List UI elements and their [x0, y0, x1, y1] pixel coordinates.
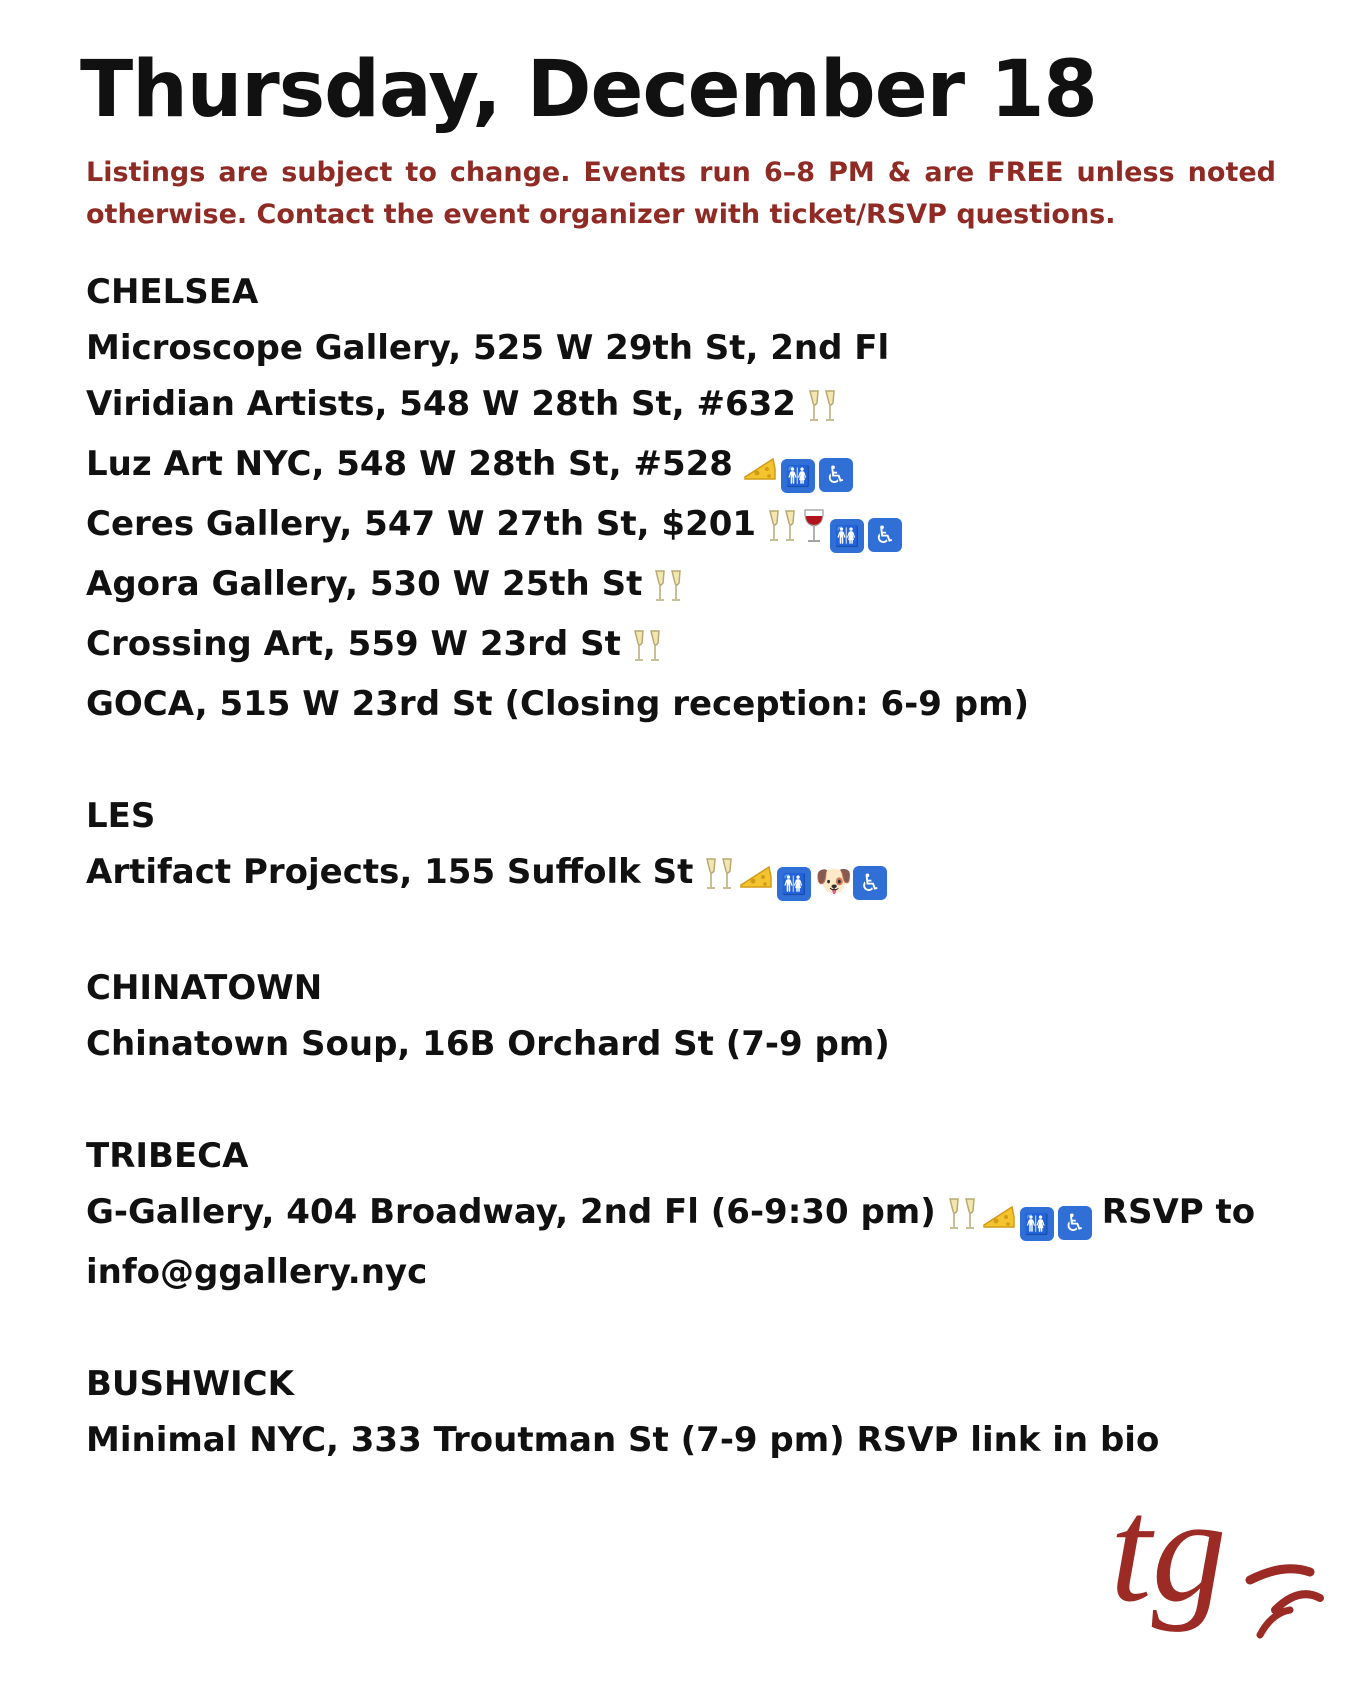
listing-text: Minimal NYC, 333 Troutman St (7-9 pm) RSVP link in bio	[86, 1420, 1160, 1460]
listing-entry	[86, 436, 1286, 496]
amenity-icons	[652, 556, 688, 616]
wine-glass-icon	[802, 500, 828, 556]
rsvp-text: RSVP to info@ggallery.nyc	[86, 1192, 1256, 1292]
champagne-glasses-icon	[631, 620, 665, 676]
section-heading: CHINATOWN	[86, 968, 323, 1008]
listing-text: Artifact Projects, 155 Suffolk St	[86, 852, 694, 892]
listing-entry	[86, 676, 1286, 732]
listing-entry	[86, 1184, 1276, 1300]
amenity-icons	[946, 1184, 1096, 1244]
wheelchair-icon: ♿	[1058, 1188, 1094, 1244]
section-heading: LES	[86, 796, 156, 836]
notice-text: Listings are subject to change. Events run 6–8 PM & are FREE unless noted otherwise. Contact the event organizer with ticket/RSVP questions.	[86, 157, 1276, 230]
listing-entry	[86, 1016, 1286, 1072]
logo-lettering: tg	[1110, 1467, 1227, 1633]
champagne-glasses-icon	[806, 380, 840, 436]
restroom-icon: 🚻	[777, 848, 813, 904]
tg-logo-icon	[1100, 1460, 1340, 1670]
listing-text: Chinatown Soup, 16B Orchard St (7-9 pm)	[86, 1024, 890, 1064]
listing-entry	[86, 496, 1286, 556]
section-heading: BUSHWICK	[86, 1364, 294, 1404]
listing-entry	[86, 616, 1286, 676]
cheese-icon	[982, 1188, 1018, 1244]
restroom-icon: 🚻	[1020, 1188, 1056, 1244]
listings	[86, 264, 1286, 1524]
section-bushwick	[86, 1356, 1286, 1468]
amenity-icons	[743, 436, 857, 496]
section-chinatown	[86, 960, 1286, 1072]
champagne-glasses-icon	[703, 848, 737, 904]
amenity-icons	[703, 844, 891, 904]
dog-icon: 🐶	[815, 864, 853, 899]
listing-text: Agora Gallery, 530 W 25th St	[86, 564, 643, 604]
restroom-icon: 🚻	[830, 500, 866, 556]
listing-text: G-Gallery, 404 Broadway, 2nd Fl (6-9:30 pm)	[86, 1192, 936, 1232]
wheelchair-icon: ♿	[819, 440, 855, 496]
restroom-icon: 🚻	[781, 440, 817, 496]
champagne-glasses-icon	[766, 500, 800, 556]
amenity-icons	[806, 376, 842, 436]
section-chelsea	[86, 264, 1286, 732]
cheese-icon	[739, 848, 775, 904]
champagne-glasses-icon	[652, 560, 686, 616]
section-heading: TRIBECA	[86, 1136, 249, 1176]
listing-entry	[86, 320, 1286, 376]
listing-text: Microscope Gallery, 525 W 29th St, 2nd Fl	[86, 328, 890, 368]
champagne-glasses-icon	[946, 1188, 980, 1244]
listing-text: Viridian Artists, 548 W 28th St, #632	[86, 384, 796, 424]
listing-text: Luz Art NYC, 548 W 28th St, #528	[86, 444, 733, 484]
listing-text: Crossing Art, 559 W 23rd St	[86, 624, 621, 664]
wheelchair-icon: ♿	[868, 500, 904, 556]
section-heading: CHELSEA	[86, 272, 259, 312]
wheelchair-icon: ♿	[853, 848, 889, 904]
amenity-icons	[766, 496, 906, 556]
amenity-icons	[631, 616, 667, 676]
page-title: Thursday, December 18	[80, 45, 1097, 135]
listing-entry	[86, 376, 1286, 436]
listing-entry	[86, 844, 1286, 904]
cheese-icon	[743, 440, 779, 496]
listing-entry	[86, 556, 1286, 616]
listing-text: GOCA, 515 W 23rd St (Closing reception: 6-9 pm)	[86, 684, 1030, 724]
listing-text: Ceres Gallery, 547 W 27th St, $201	[86, 504, 757, 544]
section-les	[86, 788, 1286, 904]
section-tribeca	[86, 1128, 1286, 1300]
